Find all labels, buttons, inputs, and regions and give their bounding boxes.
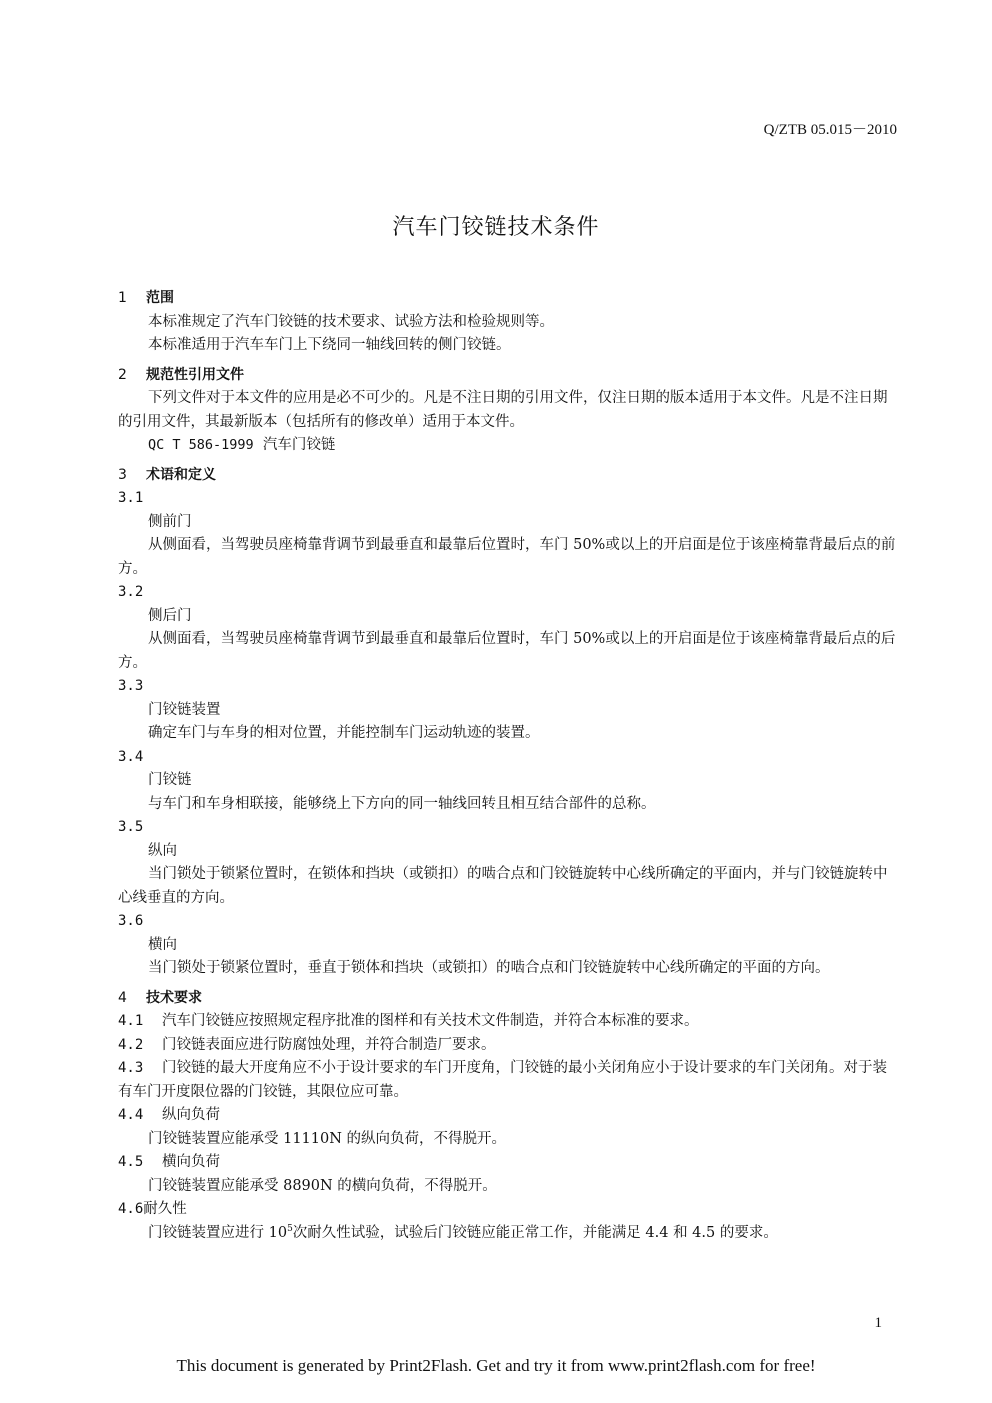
requirement-item: 4.2 门铰链表面应进行防腐蚀处理，并符合制造厂要求。 bbox=[118, 1036, 496, 1053]
term-number: 3.4 bbox=[118, 748, 144, 765]
requirement-item: 4.1 汽车门铰链应按照规定程序批准的图样和有关技术文件制造，并符合本标准的要求。 bbox=[118, 1013, 699, 1029]
term-number: 3.6 bbox=[118, 913, 144, 929]
term-number: 3.1 bbox=[118, 490, 144, 506]
paragraph: 本标准规定了汽车门铰链的技术要求、试验方法和检验规则等。 bbox=[148, 313, 554, 330]
page-number: 1 bbox=[874, 1315, 882, 1331]
term-name: 门铰链 bbox=[148, 772, 192, 788]
term-name: 侧后门 bbox=[148, 607, 192, 624]
term-definition: 从侧面看，当驾驶员座椅靠背调节到最垂直和最靠后位置时，车门 50%或以上的开启面是位于该座椅靠背最后点的前方。 bbox=[118, 537, 896, 577]
requirement-text: 门铰链装置应进行 $10^5$次耐久性试验，试验后门铰链应能正常工作，并能满足 4.4 和 4.5 的要求。 bbox=[148, 1223, 778, 1241]
requirement-item: 4.4 纵向负荷 bbox=[118, 1107, 220, 1123]
superscript: 5 bbox=[287, 1223, 293, 1234]
paragraph: 本标准适用于汽车车门上下绕同一轴线回转的侧门铰链。 bbox=[148, 337, 511, 353]
term-definition: 当门锁处于锁紧位置时，在锁体和挡块（或锁扣）的啮合点和门铰链旋转中心线所确定的平面内，并与门铰链旋转中心线垂直的方向。 bbox=[118, 866, 888, 906]
document-number: Q/ZTB 05.015－2010 bbox=[763, 122, 897, 138]
section-heading-1: 1 范围 bbox=[118, 290, 174, 306]
term-definition: 从侧面看，当驾驶员座椅靠背调节到最垂直和最靠后位置时，车门 50%或以上的开启面是位于该座椅靠背最后点的后方。 bbox=[118, 631, 896, 671]
term-definition: 与车门和车身相联接，能够绕上下方向的同一轴线回转且相互结合部件的总称。 bbox=[148, 795, 656, 812]
document-body bbox=[118, 287, 900, 1245]
generator-footer: This document is generated by Print2Flash. Get and try it from www.print2flash.com for free! bbox=[176, 1356, 816, 1375]
reference-entry: QC T 586-1999 汽车门铰链 bbox=[148, 437, 336, 453]
requirement-text: 门铰链装置应能承受 11110N 的纵向负荷，不得脱开。 bbox=[148, 1130, 507, 1147]
paragraph: 下列文件对于本文件的应用是必不可少的。凡是不注日期的引用文件，仅注日期的版本适用于本文件。凡是不注日期的引用文件，其最新版本（包括所有的修改单）适用于本文件。 bbox=[118, 390, 888, 430]
term-definition: 当门锁处于锁紧位置时，垂直于锁体和挡块（或锁扣）的啮合点和门铰链旋转中心线所确定的平面的方向。 bbox=[148, 960, 830, 976]
requirement-item: 4.6耐久性 bbox=[118, 1201, 187, 1217]
term-definition: 确定车门与车身的相对位置，并能控制车门运动轨迹的装置。 bbox=[148, 725, 540, 741]
term-name: 门铰链装置 bbox=[148, 701, 221, 718]
term-number: 3.2 bbox=[118, 584, 144, 600]
term-number: 3.3 bbox=[118, 678, 144, 694]
term-name: 纵向 bbox=[148, 842, 177, 859]
requirement-item: 4.3 门铰链的最大开度角应不小于设计要求的车门开度角，门铰链的最小关闭角应小于设计要求的车门关闭角。对于装有车门开度限位器的门铰链，其限位应可靠。 bbox=[118, 1060, 887, 1100]
term-number: 3.5 bbox=[118, 819, 144, 835]
term-name: 侧前门 bbox=[148, 513, 192, 530]
section-heading-2: 2 规范性引用文件 bbox=[118, 366, 244, 383]
section-heading-3: 3 术语和定义 bbox=[118, 466, 216, 483]
section-heading-4: 4 技术要求 bbox=[118, 989, 202, 1006]
document-title: 汽车门铰链技术条件 bbox=[392, 215, 600, 240]
term-name: 横向 bbox=[148, 936, 177, 953]
requirement-text: 门铰链装置应能承受 8890N 的横向负荷，不得脱开。 bbox=[148, 1177, 497, 1194]
requirement-item: 4.5 横向负荷 bbox=[118, 1154, 220, 1170]
